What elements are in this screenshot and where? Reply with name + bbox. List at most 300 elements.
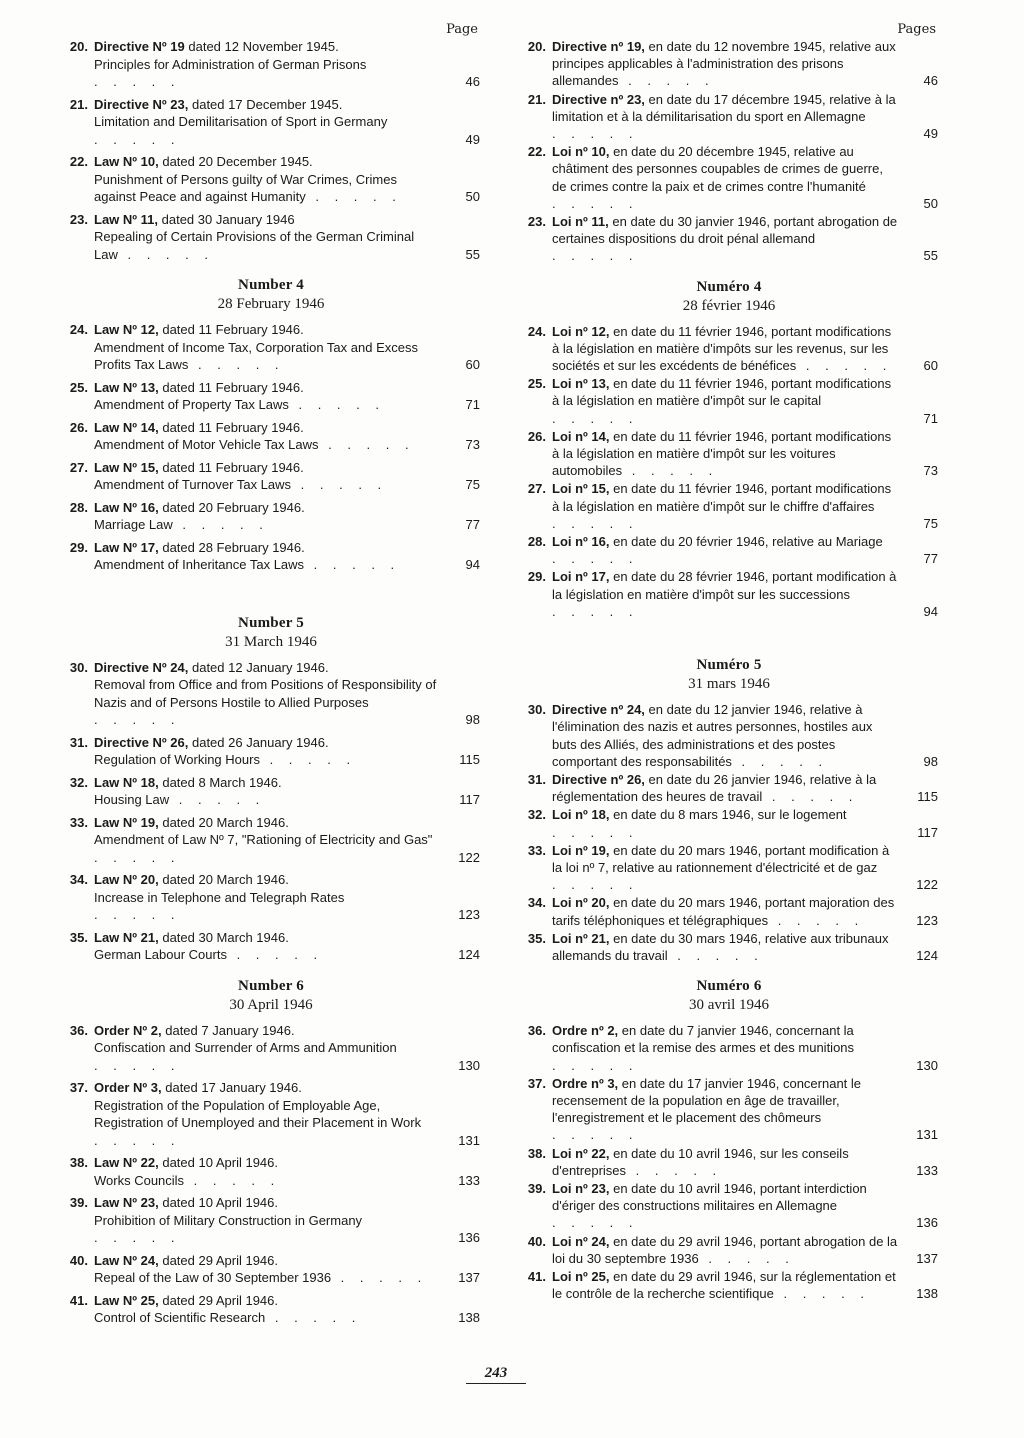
entry-number: 40. bbox=[69, 1252, 88, 1268]
leader-dots: . . . . . bbox=[94, 1132, 181, 1148]
entry-page-number: 123 bbox=[458, 907, 480, 922]
leader-dots: . . . . . bbox=[552, 410, 639, 426]
entries-top bbox=[62, 38, 480, 263]
toc-entry bbox=[520, 771, 938, 805]
toc-entry bbox=[62, 153, 480, 206]
entry-instrument: Directive nº 23, bbox=[552, 91, 645, 107]
entry-date: dated 20 December 1945. bbox=[162, 154, 313, 169]
entry-date: dated 12 November 1945. bbox=[188, 39, 339, 54]
entry-instrument: Directive Nº 26, bbox=[94, 734, 189, 750]
toc-entry bbox=[520, 806, 938, 840]
toc-entry bbox=[62, 814, 480, 867]
entry-description: en date du 29 avril 1946, sur la réglementation et le contrôle de la recherche scientifique bbox=[552, 1268, 896, 1302]
entry-number: 30. bbox=[69, 659, 88, 675]
entry-number: 24. bbox=[69, 322, 88, 337]
entry-number: 20. bbox=[69, 39, 88, 54]
toc-entry bbox=[520, 1075, 938, 1144]
entry-number: 28. bbox=[527, 534, 546, 550]
toc-entry bbox=[62, 1079, 480, 1149]
section-date: 30 avril 1946 bbox=[689, 997, 769, 1014]
entry-title: Control of Scientific Research bbox=[94, 1310, 266, 1325]
entry-instrument: Law Nº 21, bbox=[94, 929, 159, 945]
entry-description: en date du 11 février 1946, portant modifications à la législation en matière d'impôts sur les revenus, sur les sociétés et sur les excédents de bénéfices bbox=[552, 323, 892, 374]
entry-date: dated 30 January 1946 bbox=[161, 211, 295, 227]
leader-dots: . . . . . bbox=[552, 1215, 639, 1231]
entry-page-number: 50 bbox=[465, 189, 480, 204]
entry-instrument: Directive Nº 24, bbox=[94, 659, 189, 675]
leader-dots: . . . . . bbox=[259, 752, 357, 767]
entry-date: dated 30 March 1946. bbox=[162, 929, 289, 945]
entry-page-number: 49 bbox=[923, 126, 938, 142]
entry-description: en date du 30 mars 1946, relative aux tribunaux allemands du travail bbox=[552, 930, 889, 963]
leader-dots: . . . . . bbox=[552, 248, 639, 264]
entry-instrument: Loi nº 14, bbox=[552, 428, 610, 444]
entry-description: en date du 20 mars 1946, portant majoration des tarifs téléphoniques et télégraphiques bbox=[552, 895, 895, 928]
entry-page-number: 133 bbox=[458, 1172, 480, 1188]
entry-title: Repeal of the Law of 30 September 1936 bbox=[94, 1270, 332, 1285]
entry-page-number: 117 bbox=[917, 824, 938, 840]
entry-instrument: Law Nº 13, bbox=[94, 379, 159, 395]
entry-title: Amendment of Property Tax Laws bbox=[94, 397, 289, 412]
entry-title: Punishment of Persons guilty of War Crimes, Crimes against Peace and against Humanity bbox=[94, 171, 397, 204]
section-title: Numéro 6 bbox=[696, 978, 762, 995]
entry-page-number: 130 bbox=[458, 1057, 480, 1073]
entry-number: 38. bbox=[527, 1145, 546, 1161]
section-entries bbox=[62, 659, 480, 964]
leader-dots: . . . . . bbox=[331, 1270, 428, 1285]
entry-instrument: Loi nº 24, bbox=[552, 1233, 610, 1249]
entry-instrument: Loi nº 13, bbox=[552, 376, 610, 392]
entry-title: Amendment of Turnover Tax Laws bbox=[94, 477, 292, 492]
entry-description: en date du 12 novembre 1945, relative aux principes applicables à l'administration des prisons allemandes bbox=[552, 39, 896, 89]
entry-page-number: 46 bbox=[923, 73, 938, 89]
entry-date: dated 26 January 1946. bbox=[191, 734, 329, 750]
toc-entry bbox=[520, 1022, 938, 1074]
entry-number: 21. bbox=[527, 91, 546, 107]
entry-description: en date du 29 avril 1946, portant abrogation de la loi du 30 septembre 1936 bbox=[552, 1233, 898, 1266]
entry-instrument: Law Nº 25, bbox=[94, 1292, 159, 1308]
entry-instrument: Directive Nº 23, bbox=[94, 96, 189, 112]
entry-date: dated 20 March 1946. bbox=[162, 814, 289, 830]
entry-instrument: Order Nº 2, bbox=[94, 1022, 162, 1038]
entry-number: 27. bbox=[69, 459, 88, 475]
entry-number: 20. bbox=[527, 39, 546, 54]
entry-number: 22. bbox=[527, 144, 546, 160]
entry-description: en date du 20 mars 1946, portant modification à la loi nº 7, relative au rationnement d'électricité et de gaz bbox=[552, 842, 890, 875]
leader-dots: . . . . . bbox=[318, 437, 415, 452]
section-number-4 bbox=[62, 277, 480, 574]
entry-page-number: 98 bbox=[465, 712, 480, 727]
entry-page-number: 75 bbox=[923, 515, 938, 531]
leader-dots: . . . . . bbox=[768, 912, 865, 928]
section-number-5 bbox=[62, 615, 480, 964]
entry-title: Amendment of Income Tax, Corporation Tax and Excess Profits Tax Laws bbox=[94, 339, 418, 372]
toc-entry bbox=[520, 1268, 938, 1302]
entry-page-number: 71 bbox=[465, 397, 480, 412]
entry-description: en date du 20 décembre 1945, relative au châtiment des personnes coupables de crimes de guerre, de crimes contre la paix et de crimes contre l'humanité bbox=[552, 144, 883, 194]
entry-title: Housing Law bbox=[94, 792, 170, 807]
entry-page-number: 122 bbox=[458, 849, 480, 865]
entry-instrument: Law Nº 23, bbox=[94, 1195, 159, 1210]
entry-number: 28. bbox=[69, 499, 88, 515]
entry-page-number: 137 bbox=[458, 1270, 480, 1285]
entry-page-number: 133 bbox=[916, 1162, 938, 1178]
entry-page-number: 117 bbox=[459, 792, 480, 807]
entry-date: dated 8 March 1946. bbox=[162, 774, 282, 790]
leader-dots: . . . . . bbox=[226, 947, 324, 962]
toc-entry bbox=[62, 321, 480, 374]
entry-title: Amendment of Inheritance Tax Laws bbox=[94, 557, 305, 572]
leader-dots: . . . . . bbox=[552, 195, 639, 211]
entry-number: 39. bbox=[527, 1180, 546, 1196]
section-title: Numéro 5 bbox=[696, 657, 762, 674]
entry-title: Marriage Law bbox=[94, 517, 173, 532]
entry-number: 23. bbox=[69, 211, 88, 227]
entry-description: en date du 7 janvier 1946, concernant la confiscation et la remise des armes et des munitions bbox=[552, 1023, 855, 1056]
leader-dots: . . . . . bbox=[94, 74, 181, 89]
entry-date: dated 17 December 1945. bbox=[191, 96, 343, 112]
entry-number: 21. bbox=[69, 96, 88, 112]
entry-number: 34. bbox=[527, 895, 546, 911]
leader-dots: . . . . . bbox=[288, 397, 385, 412]
leader-dots: . . . . . bbox=[552, 877, 639, 893]
entry-number: 33. bbox=[69, 814, 88, 830]
entry-page-number: 131 bbox=[916, 1127, 938, 1143]
entry-instrument: Law Nº 17, bbox=[94, 539, 159, 555]
entry-instrument: Law Nº 19, bbox=[94, 814, 159, 830]
entry-date: dated 20 March 1946. bbox=[162, 872, 289, 887]
entry-title: Amendment of Law Nº 7, "Rationing of Electricity and Gas" bbox=[94, 832, 433, 847]
toc-entry bbox=[62, 1022, 480, 1075]
toc-entry bbox=[520, 930, 938, 964]
section-title: Numéro 4 bbox=[696, 278, 762, 295]
toc-entry bbox=[520, 91, 938, 143]
entry-instrument: Loi nº 25, bbox=[552, 1268, 610, 1284]
entry-page-number: 124 bbox=[916, 947, 938, 963]
leader-dots: . . . . . bbox=[622, 463, 719, 479]
leader-dots: . . . . . bbox=[265, 1310, 362, 1325]
entry-instrument: Law Nº 24, bbox=[94, 1252, 159, 1268]
entry-instrument: Loi nº 22, bbox=[552, 1145, 610, 1161]
entry-description: en date du 12 janvier 1946, relative à l'élimination des nazis et autres personnes, hostiles aux buts des Alliés, des administrations et des postes comportant des responsabilités bbox=[552, 702, 873, 769]
entry-page-number: 122 bbox=[916, 877, 938, 893]
entry-instrument: Directive nº 26, bbox=[552, 771, 645, 787]
entry-page-number: 46 bbox=[465, 74, 480, 89]
entry-instrument: Law Nº 20, bbox=[94, 872, 159, 887]
entry-date: dated 29 April 1946. bbox=[162, 1252, 278, 1268]
entry-instrument: Law Nº 11, bbox=[94, 211, 158, 227]
toc-entry bbox=[520, 1233, 938, 1267]
entry-number: 22. bbox=[69, 154, 88, 169]
entry-title: Repealing of Certain Provisions of the German Criminal Law bbox=[94, 229, 415, 262]
entry-number: 31. bbox=[69, 734, 88, 750]
entry-date: dated 28 February 1946. bbox=[162, 539, 305, 555]
section-numero-6 bbox=[520, 978, 938, 1302]
entry-title: Removal from Office and from Positions of Responsibility of Nazis and of Persons Hostile to Allied Purposes bbox=[94, 677, 437, 710]
entry-title: German Labour Courts bbox=[94, 947, 227, 962]
entry-page-number: 115 bbox=[917, 789, 938, 805]
entry-number: 41. bbox=[527, 1268, 546, 1284]
page-column-header: Pages bbox=[897, 22, 936, 37]
toc-entry bbox=[520, 143, 938, 212]
leader-dots: . . . . . bbox=[188, 357, 285, 372]
section-date: 31 mars 1946 bbox=[688, 676, 770, 693]
toc-entry bbox=[62, 419, 480, 454]
entry-date: dated 10 April 1946. bbox=[162, 1195, 278, 1210]
toc-entry bbox=[520, 894, 938, 928]
toc-entry bbox=[62, 459, 480, 494]
entry-page-number: 73 bbox=[465, 437, 480, 452]
toc-entry bbox=[520, 375, 938, 427]
entry-instrument: Loi nº 11, bbox=[552, 214, 609, 230]
entry-date: dated 12 January 1946. bbox=[191, 659, 329, 675]
leader-dots: . . . . . bbox=[552, 126, 639, 142]
entry-description: en date du 20 février 1946, relative au Mariage bbox=[613, 534, 883, 550]
entry-date: dated 20 February 1946. bbox=[162, 499, 305, 515]
entry-instrument: Ordre nº 3, bbox=[552, 1075, 619, 1091]
toc-entry bbox=[62, 96, 480, 149]
entry-title: Confiscation and Surrender of Arms and Ammunition bbox=[94, 1040, 397, 1055]
entry-description: en date du 17 décembre 1945, relative à la limitation et à la démilitarisation du sport en Allemagne bbox=[552, 91, 896, 124]
entry-description: en date du 10 avril 1946, portant interdiction d'ériger des constructions militaires en Allemagne bbox=[552, 1180, 867, 1214]
page-number: 243 bbox=[466, 1365, 526, 1384]
entry-instrument: Law Nº 16, bbox=[94, 499, 159, 515]
entry-instrument: Order Nº 3, bbox=[94, 1080, 162, 1095]
leader-dots: . . . . . bbox=[94, 131, 181, 147]
entry-date: dated 11 February 1946. bbox=[162, 459, 304, 475]
toc-entry bbox=[520, 568, 938, 620]
entry-number: 37. bbox=[527, 1075, 546, 1091]
entries-top bbox=[520, 38, 938, 265]
toc-entry bbox=[62, 734, 480, 769]
entry-number: 37. bbox=[69, 1080, 88, 1095]
toc-entry bbox=[62, 379, 480, 414]
leader-dots: . . . . . bbox=[667, 947, 764, 963]
entry-page-number: 138 bbox=[458, 1310, 480, 1325]
leader-dots: . . . . . bbox=[618, 73, 715, 89]
toc-entry bbox=[520, 533, 938, 567]
toc-entry bbox=[62, 1194, 480, 1247]
toc-entry bbox=[520, 842, 938, 894]
section-date: 28 février 1946 bbox=[682, 297, 776, 314]
entry-instrument: Directive Nº 19 bbox=[94, 39, 185, 54]
entry-number: 36. bbox=[527, 1023, 546, 1039]
entry-title: Amendment of Motor Vehicle Tax Laws bbox=[94, 437, 319, 452]
toc-entry bbox=[62, 1292, 480, 1327]
leader-dots: . . . . . bbox=[762, 789, 859, 805]
entry-page-number: 94 bbox=[923, 603, 938, 619]
entry-instrument: Ordre nº 2, bbox=[552, 1023, 619, 1039]
entry-number: 41. bbox=[69, 1292, 88, 1308]
leader-dots: . . . . . bbox=[94, 907, 181, 922]
entry-page-number: 49 bbox=[465, 131, 480, 147]
section-title: Number 4 bbox=[238, 277, 304, 293]
entry-instrument: Law Nº 15, bbox=[94, 459, 159, 475]
toc-entry bbox=[62, 539, 480, 574]
entry-title: Registration of the Population of Employable Age, Registration of Unemployed and their Placement in Work bbox=[94, 1097, 422, 1130]
toc-entry bbox=[520, 1145, 938, 1179]
leader-dots: . . . . . bbox=[169, 792, 266, 807]
leader-dots: . . . . . bbox=[172, 517, 269, 532]
entry-description: en date du 30 janvier 1946, portant abrogation de certaines dispositions du droit pénal allemand bbox=[552, 214, 898, 247]
page-column-header: Page bbox=[446, 22, 478, 37]
entry-instrument: Loi nº 23, bbox=[552, 1180, 610, 1196]
entry-page-number: 60 bbox=[465, 357, 480, 372]
entry-page-number: 77 bbox=[465, 517, 480, 532]
entry-instrument: Loi nº 18, bbox=[552, 807, 610, 823]
entry-description: en date du 8 mars 1946, sur le logement bbox=[613, 807, 847, 823]
entry-number: 30. bbox=[527, 702, 546, 718]
entry-title: Principles for Administration of German Prisons bbox=[94, 56, 367, 72]
entry-description: en date du 11 février 1946, portant modifications à la législation en matière d'impôt sur le capital bbox=[552, 376, 892, 409]
entry-instrument: Law Nº 14, bbox=[94, 419, 159, 435]
entry-date: dated 11 February 1946. bbox=[162, 379, 304, 395]
entry-page-number: 77 bbox=[923, 551, 938, 567]
entry-instrument: Law Nº 12, bbox=[94, 322, 159, 337]
leader-dots: . . . . . bbox=[552, 515, 639, 531]
entry-number: 26. bbox=[527, 428, 546, 444]
entry-number: 24. bbox=[527, 323, 546, 339]
entry-number: 32. bbox=[69, 774, 88, 790]
entry-page-number: 98 bbox=[923, 753, 938, 769]
section-title: Number 5 bbox=[238, 614, 304, 631]
section-entries bbox=[520, 1022, 938, 1302]
entry-page-number: 94 bbox=[465, 557, 480, 572]
entry-instrument: Loi nº 10, bbox=[552, 144, 610, 160]
leader-dots: . . . . . bbox=[773, 1286, 870, 1302]
entry-description: en date du 17 janvier 1946, concernant le recensement de la population en âge de travailler, l'enregistrement et le placement des chômeurs bbox=[552, 1075, 862, 1126]
entry-number: 39. bbox=[69, 1195, 88, 1210]
section-entries bbox=[520, 701, 938, 964]
toc-entry bbox=[520, 701, 938, 770]
entry-title: Limitation and Demilitarisation of Sport in Germany bbox=[94, 114, 388, 129]
toc-entry bbox=[62, 211, 480, 264]
entry-description: en date du 10 avril 1946, sur les conseils d'entreprises bbox=[552, 1145, 849, 1178]
entry-title: Prohibition of Military Construction in Germany bbox=[94, 1212, 363, 1228]
entry-page-number: 75 bbox=[465, 477, 480, 492]
entry-number: 38. bbox=[69, 1155, 88, 1170]
entry-number: 27. bbox=[527, 481, 546, 497]
entry-instrument: Loi nº 15, bbox=[552, 481, 610, 497]
entry-instrument: Loi nº 12, bbox=[552, 323, 610, 339]
leader-dots: . . . . . bbox=[94, 1057, 181, 1073]
toc-entry bbox=[62, 929, 480, 964]
entry-number: 26. bbox=[69, 419, 88, 435]
section-number-6 bbox=[62, 978, 480, 1327]
entry-page-number: 55 bbox=[923, 248, 938, 264]
toc-entry bbox=[62, 38, 480, 91]
toc-entry bbox=[520, 38, 938, 90]
entry-page-number: 115 bbox=[459, 752, 480, 767]
entry-page-number: 136 bbox=[916, 1215, 938, 1231]
entry-page-number: 124 bbox=[458, 947, 480, 962]
entry-date: dated 11 February 1946. bbox=[162, 419, 304, 435]
leader-dots: . . . . . bbox=[731, 753, 829, 769]
leader-dots: . . . . . bbox=[184, 1172, 281, 1188]
leader-dots: . . . . . bbox=[117, 246, 214, 262]
entry-instrument: Loi nº 16, bbox=[552, 534, 610, 550]
entry-page-number: 73 bbox=[923, 463, 938, 479]
leader-dots: . . . . . bbox=[94, 849, 181, 865]
leader-dots: . . . . . bbox=[94, 1230, 181, 1245]
section-entries bbox=[62, 1022, 480, 1327]
entry-page-number: 50 bbox=[923, 195, 938, 211]
entry-number: 25. bbox=[69, 379, 88, 395]
entry-number: 29. bbox=[527, 569, 546, 585]
leader-dots: . . . . . bbox=[552, 1127, 639, 1143]
leader-dots: . . . . . bbox=[552, 551, 639, 567]
toc-entry bbox=[62, 1154, 480, 1189]
toc-entry bbox=[520, 323, 938, 375]
entry-date: dated 10 April 1946. bbox=[162, 1155, 278, 1170]
entry-date: dated 7 January 1946. bbox=[165, 1022, 295, 1038]
leader-dots: . . . . . bbox=[305, 189, 402, 204]
entry-instrument: Loi nº 19, bbox=[552, 842, 610, 858]
entry-page-number: 55 bbox=[465, 246, 480, 262]
section-title: Number 6 bbox=[238, 977, 304, 994]
entry-page-number: 138 bbox=[916, 1286, 938, 1302]
leader-dots: . . . . . bbox=[626, 1162, 723, 1178]
entry-page-number: 60 bbox=[923, 358, 938, 374]
toc-entry bbox=[520, 480, 938, 532]
entry-number: 23. bbox=[527, 214, 546, 230]
section-entries bbox=[62, 321, 480, 574]
entry-title: Works Councils bbox=[94, 1172, 185, 1188]
entry-instrument: Directive nº 19, bbox=[552, 39, 645, 54]
toc-entry bbox=[520, 213, 938, 265]
french-column bbox=[520, 22, 938, 1303]
entry-page-number: 137 bbox=[916, 1250, 938, 1266]
entry-instrument: Law Nº 18, bbox=[94, 774, 159, 790]
entry-number: 40. bbox=[527, 1233, 546, 1249]
toc-entry bbox=[62, 871, 480, 924]
entry-page-number: 123 bbox=[916, 912, 938, 928]
entry-page-number: 131 bbox=[458, 1132, 480, 1148]
entry-date: dated 29 April 1946. bbox=[162, 1292, 278, 1308]
entry-description: en date du 11 février 1946, portant modifications à la législation en matière d'impôt sur les voitures automobiles bbox=[552, 428, 892, 479]
entry-number: 35. bbox=[527, 930, 546, 946]
entry-description: en date du 26 janvier 1946, relative à la réglementation des heures de travail bbox=[552, 771, 877, 805]
entry-number: 36. bbox=[69, 1022, 88, 1038]
leader-dots: . . . . . bbox=[552, 824, 639, 840]
toc-entry bbox=[62, 659, 480, 729]
entry-instrument: Loi nº 17, bbox=[552, 569, 610, 585]
leader-dots: . . . . . bbox=[796, 358, 893, 374]
toc-entry bbox=[62, 1252, 480, 1287]
entry-number: 33. bbox=[527, 842, 546, 858]
entry-number: 29. bbox=[69, 539, 88, 555]
entry-number: 32. bbox=[527, 807, 546, 823]
toc-entry bbox=[62, 499, 480, 534]
section-numero-4 bbox=[520, 279, 938, 620]
entry-date: dated 11 February 1946. bbox=[162, 322, 304, 337]
entry-title: Increase in Telephone and Telegraph Rates bbox=[94, 889, 345, 905]
entry-number: 34. bbox=[69, 872, 88, 887]
entry-description: en date du 11 février 1946, portant modifications à la législation en matière d'impôt sur le chiffre d'affaires bbox=[552, 481, 892, 514]
entry-instrument: Law Nº 22, bbox=[94, 1155, 159, 1170]
toc-entry bbox=[520, 428, 938, 480]
section-entries bbox=[520, 323, 938, 620]
english-column bbox=[62, 22, 480, 1332]
leader-dots: . . . . . bbox=[698, 1250, 795, 1266]
entry-number: 31. bbox=[527, 771, 546, 787]
entry-number: 25. bbox=[527, 376, 546, 392]
leader-dots: . . . . . bbox=[291, 477, 388, 492]
toc-entry bbox=[62, 774, 480, 809]
toc-entry bbox=[520, 1180, 938, 1232]
leader-dots: . . . . . bbox=[304, 557, 401, 572]
section-date: 31 March 1946 bbox=[225, 633, 317, 650]
